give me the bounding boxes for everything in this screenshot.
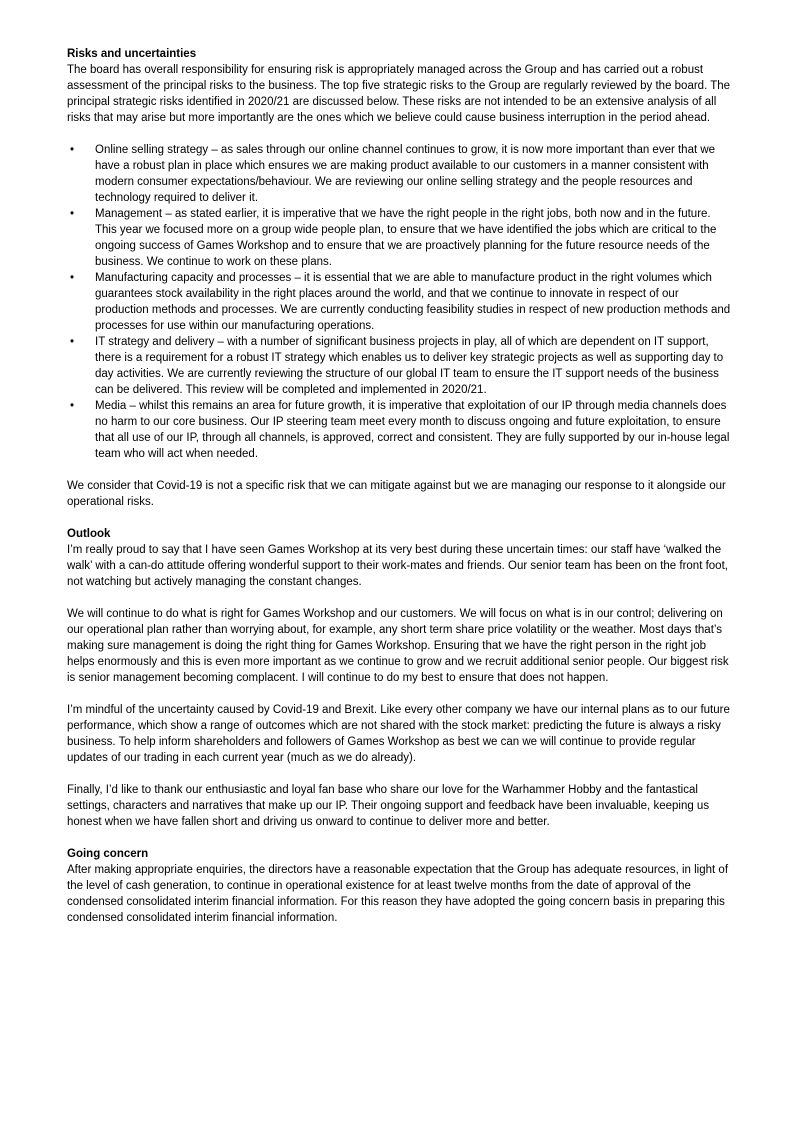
- risk-bullet-list: [67, 142, 733, 462]
- bullet-icon: •: [70, 400, 75, 412]
- risk-bullet-it-strategy: [67, 334, 733, 398]
- bullet-icon: •: [70, 336, 75, 348]
- paragraph-risks-intro: The board has overall responsibility for ensuring risk is appropriately managed across the Group and has carried out a robust assessment of the principal risks to the business. The top five strategic risks to the Group are regularly reviewed by the board. The principal strategic risks identified in 2020/21 are discussed below. These risks are not intended to be an extensive analysis of all risks that may arise but more importantly are the ones which we believe could cause business interruption in the period ahead.: [67, 64, 731, 124]
- bullet-icon: •: [70, 208, 75, 220]
- bullet-text: Media – whilst this remains an area for future growth, it is imperative that exploitation of our IP through media channels does no harm to our core business. Our IP steering team meet every month to discuss ongoing and future exploitation, to ensure that all use of our IP, through all channels, is approved, correct and consistent. They are fully supported by our in-house legal team who will act when needed.: [95, 400, 730, 460]
- section-heading-going-concern: Going concern: [67, 848, 149, 860]
- paragraph-going-concern: After making appropriate enquiries, the directors have a reasonable expectation that the Group has adequate resources, in light of the level of cash generation, to continue in operational existence for at least twelve months from the date of approval of the condensed consolidated interim financial information. For this reason they have adopted the going concern basis in preparing this condensed consolidated interim financial information.: [67, 864, 729, 924]
- bullet-text: Management – as stated earlier, it is imperative that we have the right people in the right jobs, both now and in the future. This year we focused more on a group wide people plan, to ensure that we have identified the jobs which are critical to the ongoing success of Games Workshop and to ensure that we are proactively planning for the future resource needs of the business. We continue to work on these plans.: [95, 208, 717, 268]
- risk-bullet-media: [67, 398, 733, 462]
- risk-bullet-manufacturing: [67, 270, 733, 334]
- bullet-icon: •: [70, 144, 75, 156]
- bullet-text: Online selling strategy – as sales through our online channel continues to grow, it is now more important than ever that we have a robust plan in place which ensures we are making product available to our customers in a manner consistent with modern consumer expectations/behaviour. We are reviewing our online selling strategy and the people resources and technology required to deliver it.: [95, 144, 716, 204]
- bullet-text: Manufacturing capacity and processes – it is essential that we are able to manufacture product in the right volumes which guarantees stock availability in the right places around the world, and that we continue to innovate in respect of our production methods and processes. We are currently conducting feasibility studies in respect of new production methods and processes for use within our manufacturing operations.: [95, 272, 731, 332]
- section-heading-risks-and-uncertainties: Risks and uncertainties: [67, 48, 197, 60]
- paragraph-outlook-1: I’m really proud to say that I have seen Games Workshop at its very best during these uncertain times: our staff have ‘walked the walk’ with a can-do attitude offering wonderful support to their work-mates and friends. Our senior team has been on the front foot, not watching but actively managing the constant changes.: [67, 544, 728, 588]
- paragraph-covid-note: We consider that Covid-19 is not a specific risk that we can mitigate against but we are managing our response to it alongside our operational risks.: [67, 480, 726, 508]
- paragraph-outlook-3: I’m mindful of the uncertainty caused by Covid-19 and Brexit. Like every other company we have our internal plans as to our future performance, which show a range of outcomes which are not shared with the stock market: predicting the future is always a risky business. To help inform shareholders and followers of Games Workshop as best we can we will continue to provide regular updates of our trading in each current year (much as we do already).: [67, 704, 730, 764]
- section-heading-outlook: Outlook: [67, 528, 111, 540]
- bullet-icon: •: [70, 272, 75, 284]
- risk-bullet-online-selling: [67, 142, 733, 206]
- bullet-text: IT strategy and delivery – with a number of significant business projects in play, all of which are dependent on IT support, there is a requirement for a robust IT strategy which enables us to deliver key strategic projects as well as supporting day to day activities. We are currently reviewing the structure of our global IT team to ensure the IT support needs of the business can be delivered. This review will be completed and implemented in 2020/21.: [95, 336, 724, 396]
- paragraph-outlook-2: We will continue to do what is right for Games Workshop and our customers. We will focus on what is in our control; delivering on our operational plan rather than worrying about, for example, any short term share price volatility or the weather. Most days that’s making sure management is doing the right thing for Games Workshop. Ensuring that we have the right person in the right job helps enormously and this is even more important as we continue to grow and we recruit additional senior people. Our biggest risk is senior management becoming complacent. I will continue to do my best to ensure that does not happen.: [67, 608, 729, 684]
- paragraph-outlook-4: Finally, I’d like to thank our enthusiastic and loyal fan base who share our love for the Warhammer Hobby and the fantastical settings, characters and narratives that make up our IP. Their ongoing support and feedback have been invaluable, keeping us honest when we have fallen short and driving us onward to continue to deliver more and better.: [67, 784, 710, 828]
- risk-bullet-management: [67, 206, 733, 270]
